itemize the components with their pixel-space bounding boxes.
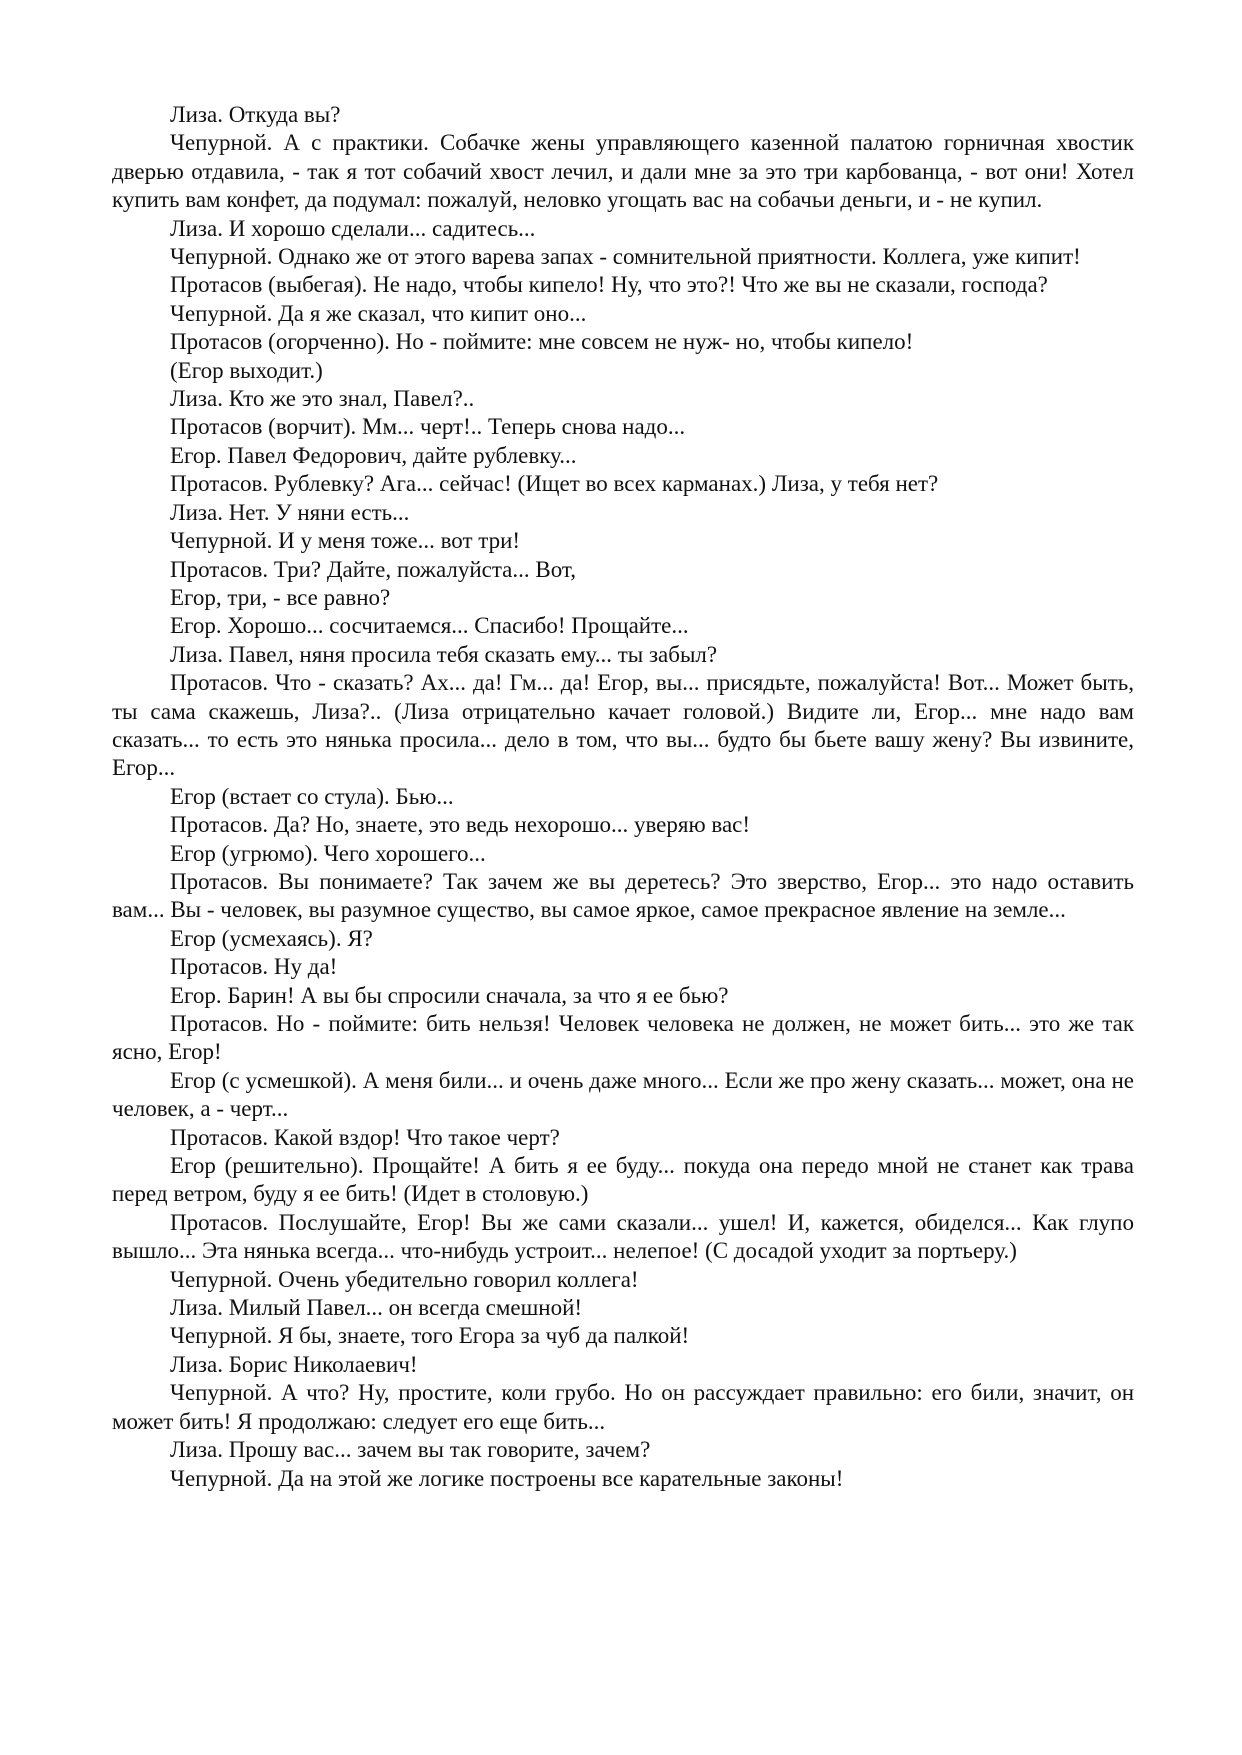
paragraph: Протасов. Рублевку? Ага... сейчас! (Ищет во всех карманах.) Лиза, у тебя нет? bbox=[170, 471, 939, 497]
paragraph: Чепурной. Да я же сказал, что кипит оно... bbox=[170, 300, 587, 326]
paragraph: Егор. Барин! А вы бы спросили сначала, за что я ее бью? bbox=[170, 982, 729, 1008]
paragraph: Лиза. Прошу вас... зачем вы так говорите, зачем? bbox=[170, 1437, 651, 1463]
paragraph: Чепурной. Однако же от этого варева запах - сомнительной приятности. Коллега, уже кипит! bbox=[170, 244, 1081, 270]
paragraph: Протасов. Но - поймите: бить нельзя! Человек человека не должен, не может бить... это же так ясно, Егор! bbox=[112, 1011, 1134, 1065]
paragraph: Протасов. Ну да! bbox=[170, 954, 338, 980]
paragraph: Протасов. Послушайте, Егор! Вы же сами сказали... ушел! И, кажется, обиделся... Как глупо вышло... Эта нянька всегда... что-нибудь устроит... нелепое! (С досадой уходит за портьеру.) bbox=[112, 1209, 1134, 1264]
paragraph: Протасов (огорченно). Но - поймите: мне совсем не нуж- но, чтобы кипело! bbox=[170, 329, 914, 355]
paragraph: Лиза. Павел, няня просила тебя сказать ему... ты забыл? bbox=[170, 641, 718, 667]
paragraph: Протасов. Какой вздор! Что такое черт? bbox=[170, 1124, 560, 1150]
paragraph: Протасов. Три? Дайте, пожалуйста... Вот, bbox=[170, 556, 577, 582]
paragraph: Егор (усмехаясь). Я? bbox=[170, 925, 373, 951]
paragraph: Чепурной. А что? Ну, простите, коли грубо. Но он рассуждает правильно: его били, значит, он может бить! Я продолжаю: следует его еще бить... bbox=[112, 1380, 1134, 1434]
paragraph: Лиза. Милый Павел... он всегда смешной! bbox=[170, 1295, 583, 1321]
paragraph: Чепурной. А с практики. Собачке жены управляющего казенной палатою горничная хвостик дверью отдавила, - так я тот собачий хвост лечил, и дали мне за это три карбованца, - вот они! Хотел купить вам конфет, да подумал: пожалуй, неловко угощать вас на собачьи деньги, и - не купил. bbox=[112, 130, 1134, 213]
paragraph: Чепурной. Очень убедительно говорил коллега! bbox=[170, 1266, 639, 1292]
paragraph: Чепурной. Я бы, знаете, того Егора за чуб да палкой! bbox=[170, 1323, 690, 1349]
paragraph: Лиза. Нет. У няни есть... bbox=[170, 499, 410, 525]
paragraph: Егор. Хорошо... сосчитаемся... Спасибо! Прощайте... bbox=[170, 613, 689, 639]
paragraph: (Егор выходит.) bbox=[170, 357, 323, 383]
paragraph: Протасов. Да? Но, знаете, это ведь нехорошо... уверяю вас! bbox=[170, 812, 751, 838]
paragraph: Егор (угрюмо). Чего хорошего... bbox=[170, 840, 486, 866]
paragraph: Егор. Павел Федорович, дайте рублевку... bbox=[170, 442, 577, 468]
paragraph: Лиза. Откуда вы? bbox=[170, 102, 341, 127]
paragraph: Егор, три, - все равно? bbox=[170, 584, 391, 610]
paragraph: Лиза. И хорошо сделали... садитесь... bbox=[170, 215, 536, 241]
paragraph: Протасов (выбегая). Не надо, чтобы кипело! Ну, что это?! Что же вы не сказали, господа? bbox=[170, 272, 1048, 298]
document-page bbox=[112, 101, 1134, 1493]
paragraph: Лиза. Борис Николаевич! bbox=[170, 1351, 418, 1377]
paragraph: Егор (с усмешкой). А меня били... и очень даже много... Если же про жену сказать... может, она не человек, а - черт... bbox=[112, 1067, 1134, 1122]
paragraph: Протасов (ворчит). Мм... черт!.. Теперь снова надо... bbox=[170, 414, 686, 440]
paragraph: Егор (встает со стула). Бью... bbox=[170, 783, 454, 809]
paragraph: Чепурной. И у меня тоже... вот три! bbox=[170, 528, 521, 554]
paragraph: Протасов. Вы понимаете? Так зачем же вы деретесь? Это зверство, Егор... это надо оставить вам... Вы - человек, вы разумное существо, вы самое яркое, самое прекрасное явление на земле... bbox=[112, 868, 1134, 923]
paragraph: Егор (решительно). Прощайте! А бить я ее буду... покуда она передо мной не станет как трава перед ветром, буду я ее бить! (Идет в столовую.) bbox=[112, 1153, 1134, 1207]
paragraph: Протасов. Что - сказать? Ах... да! Гм... да! Егор, вы... присядьте, пожалуйста! Вот... Может быть, ты сама скажешь, Лиза?.. (Лиза отрицательно качает головой.) Видите ли, Егор... мне надо вам сказать... то есть это нянька просила... дело в том, что вы... будто бы бьете вашу жену? Вы извините, Егор... bbox=[112, 670, 1134, 781]
paragraph: Лиза. Кто же это знал, Павел?.. bbox=[170, 386, 475, 412]
paragraph: Чепурной. Да на этой же логике построены все карательные законы! bbox=[170, 1465, 844, 1491]
